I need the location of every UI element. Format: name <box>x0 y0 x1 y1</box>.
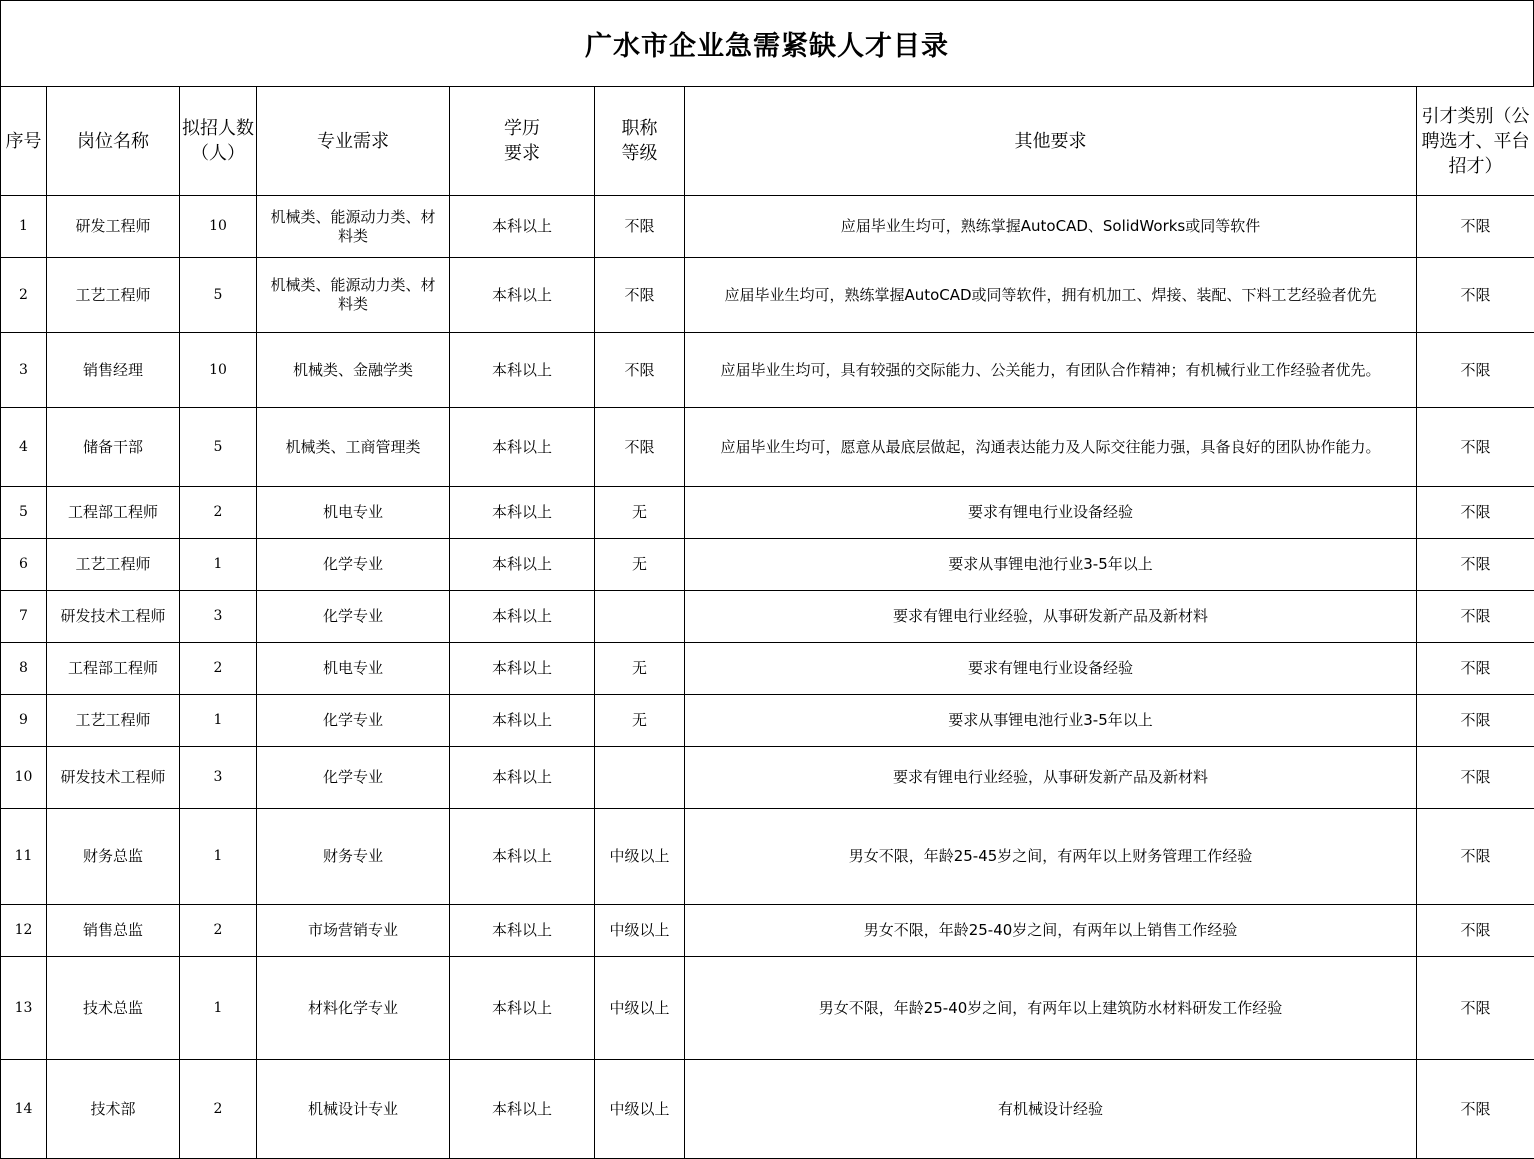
header-category: 引才类别（公聘选才、平台招才） <box>1417 87 1534 196</box>
cell-major: 财务专业 <box>257 809 450 905</box>
cell-category: 不限 <box>1417 591 1534 643</box>
table-row <box>1 333 1534 408</box>
cell-position: 工艺工程师 <box>47 539 180 591</box>
cell-education: 本科以上 <box>450 1060 595 1159</box>
header-position: 岗位名称 <box>47 87 180 196</box>
cell-count: 1 <box>180 695 257 747</box>
cell-index: 13 <box>1 957 47 1060</box>
cell-index: 10 <box>1 747 47 809</box>
cell-major: 机电专业 <box>257 643 450 695</box>
cell-other: 要求从事锂电池行业3-5年以上 <box>685 539 1417 591</box>
table-row <box>1 196 1534 258</box>
cell-major: 化学专业 <box>257 695 450 747</box>
cell-major: 材料化学专业 <box>257 957 450 1060</box>
cell-category: 不限 <box>1417 333 1534 408</box>
cell-count: 5 <box>180 408 257 487</box>
table-body <box>1 196 1534 1159</box>
header-index: 序号 <box>1 87 47 196</box>
cell-count: 2 <box>180 487 257 539</box>
cell-count: 1 <box>180 539 257 591</box>
cell-category: 不限 <box>1417 809 1534 905</box>
cell-education: 本科以上 <box>450 591 595 643</box>
cell-education: 本科以上 <box>450 695 595 747</box>
table-row <box>1 809 1534 905</box>
cell-index: 9 <box>1 695 47 747</box>
cell-major: 机械类、能源动力类、材料类 <box>257 196 450 258</box>
cell-major: 机械类、金融学类 <box>257 333 450 408</box>
cell-index: 8 <box>1 643 47 695</box>
cell-education: 本科以上 <box>450 957 595 1060</box>
cell-other: 要求有锂电行业经验，从事研发新产品及新材料 <box>685 591 1417 643</box>
table-row <box>1 905 1534 957</box>
cell-other: 应届毕业生均可，愿意从最底层做起，沟通表达能力及人际交往能力强，具备良好的团队协作能力。 <box>685 408 1417 487</box>
cell-major: 机电专业 <box>257 487 450 539</box>
cell-other: 应届毕业生均可，熟练掌握AutoCAD、SolidWorks或同等软件 <box>685 196 1417 258</box>
cell-major: 机械类、工商管理类 <box>257 408 450 487</box>
cell-education: 本科以上 <box>450 643 595 695</box>
cell-category: 不限 <box>1417 258 1534 333</box>
cell-position: 技术总监 <box>47 957 180 1060</box>
cell-category: 不限 <box>1417 487 1534 539</box>
cell-major: 化学专业 <box>257 539 450 591</box>
cell-major: 机械设计专业 <box>257 1060 450 1159</box>
cell-major: 市场营销专业 <box>257 905 450 957</box>
cell-title-level: 不限 <box>595 408 685 487</box>
cell-category: 不限 <box>1417 905 1534 957</box>
cell-other: 应届毕业生均可，具有较强的交际能力、公关能力，有团队合作精神；有机械行业工作经验者优先。 <box>685 333 1417 408</box>
table-row <box>1 591 1534 643</box>
cell-major: 化学专业 <box>257 747 450 809</box>
cell-count: 2 <box>180 643 257 695</box>
cell-count: 3 <box>180 747 257 809</box>
cell-other: 应届毕业生均可，熟练掌握AutoCAD或同等软件，拥有机加工、焊接、装配、下料工艺经验者优先 <box>685 258 1417 333</box>
cell-education: 本科以上 <box>450 258 595 333</box>
cell-position: 销售经理 <box>47 333 180 408</box>
cell-category: 不限 <box>1417 196 1534 258</box>
cell-other: 要求有锂电行业经验，从事研发新产品及新材料 <box>685 747 1417 809</box>
table-row <box>1 957 1534 1060</box>
header-row <box>1 87 1534 196</box>
cell-position: 工艺工程师 <box>47 258 180 333</box>
cell-education: 本科以上 <box>450 747 595 809</box>
cell-category: 不限 <box>1417 539 1534 591</box>
cell-title-level <box>595 591 685 643</box>
table-row <box>1 747 1534 809</box>
table-row <box>1 408 1534 487</box>
header-education: 学历要求 <box>450 87 595 196</box>
cell-count: 2 <box>180 1060 257 1159</box>
cell-category: 不限 <box>1417 695 1534 747</box>
cell-other: 男女不限，年龄25-40岁之间，有两年以上销售工作经验 <box>685 905 1417 957</box>
cell-position: 研发工程师 <box>47 196 180 258</box>
cell-title-level: 无 <box>595 487 685 539</box>
sheet-title: 广水市企业急需紧缺人才目录 <box>0 0 1534 86</box>
cell-position: 工程部工程师 <box>47 487 180 539</box>
cell-category: 不限 <box>1417 1060 1534 1159</box>
cell-position: 销售总监 <box>47 905 180 957</box>
cell-index: 4 <box>1 408 47 487</box>
cell-title-level: 不限 <box>595 258 685 333</box>
cell-count: 1 <box>180 957 257 1060</box>
cell-title-level: 不限 <box>595 196 685 258</box>
cell-education: 本科以上 <box>450 196 595 258</box>
table-row <box>1 695 1534 747</box>
cell-education: 本科以上 <box>450 539 595 591</box>
header-count: 拟招人数（人） <box>180 87 257 196</box>
header-title-level: 职称等级 <box>595 87 685 196</box>
talent-table <box>0 86 1534 1159</box>
cell-position: 财务总监 <box>47 809 180 905</box>
cell-title-level: 不限 <box>595 333 685 408</box>
table-row <box>1 1060 1534 1159</box>
cell-position: 工艺工程师 <box>47 695 180 747</box>
cell-position: 研发技术工程师 <box>47 747 180 809</box>
cell-category: 不限 <box>1417 957 1534 1060</box>
cell-title-level: 中级以上 <box>595 809 685 905</box>
cell-education: 本科以上 <box>450 487 595 539</box>
cell-count: 10 <box>180 333 257 408</box>
cell-title-level <box>595 747 685 809</box>
cell-index: 7 <box>1 591 47 643</box>
cell-other: 男女不限，年龄25-40岁之间，有两年以上建筑防水材料研发工作经验 <box>685 957 1417 1060</box>
cell-index: 3 <box>1 333 47 408</box>
cell-title-level: 中级以上 <box>595 905 685 957</box>
cell-count: 5 <box>180 258 257 333</box>
cell-title-level: 中级以上 <box>595 957 685 1060</box>
table-row <box>1 487 1534 539</box>
cell-education: 本科以上 <box>450 333 595 408</box>
cell-index: 1 <box>1 196 47 258</box>
cell-education: 本科以上 <box>450 408 595 487</box>
cell-title-level: 无 <box>595 643 685 695</box>
cell-category: 不限 <box>1417 747 1534 809</box>
cell-education: 本科以上 <box>450 809 595 905</box>
cell-education: 本科以上 <box>450 905 595 957</box>
cell-index: 12 <box>1 905 47 957</box>
cell-major: 机械类、能源动力类、材料类 <box>257 258 450 333</box>
cell-other: 要求有锂电行业设备经验 <box>685 487 1417 539</box>
cell-category: 不限 <box>1417 643 1534 695</box>
table-row <box>1 539 1534 591</box>
cell-index: 2 <box>1 258 47 333</box>
cell-other: 要求从事锂电池行业3-5年以上 <box>685 695 1417 747</box>
cell-other: 男女不限，年龄25-45岁之间，有两年以上财务管理工作经验 <box>685 809 1417 905</box>
cell-count: 10 <box>180 196 257 258</box>
cell-position: 技术部 <box>47 1060 180 1159</box>
header-major: 专业需求 <box>257 87 450 196</box>
cell-other: 要求有锂电行业设备经验 <box>685 643 1417 695</box>
table-row <box>1 643 1534 695</box>
header-other: 其他要求 <box>685 87 1417 196</box>
cell-title-level: 中级以上 <box>595 1060 685 1159</box>
cell-count: 1 <box>180 809 257 905</box>
cell-position: 研发技术工程师 <box>47 591 180 643</box>
table-row <box>1 258 1534 333</box>
cell-count: 2 <box>180 905 257 957</box>
cell-index: 14 <box>1 1060 47 1159</box>
cell-title-level: 无 <box>595 539 685 591</box>
cell-position: 工程部工程师 <box>47 643 180 695</box>
cell-category: 不限 <box>1417 408 1534 487</box>
cell-major: 化学专业 <box>257 591 450 643</box>
cell-title-level: 无 <box>595 695 685 747</box>
cell-position: 储备干部 <box>47 408 180 487</box>
cell-other: 有机械设计经验 <box>685 1060 1417 1159</box>
cell-index: 11 <box>1 809 47 905</box>
cell-count: 3 <box>180 591 257 643</box>
cell-index: 6 <box>1 539 47 591</box>
cell-index: 5 <box>1 487 47 539</box>
